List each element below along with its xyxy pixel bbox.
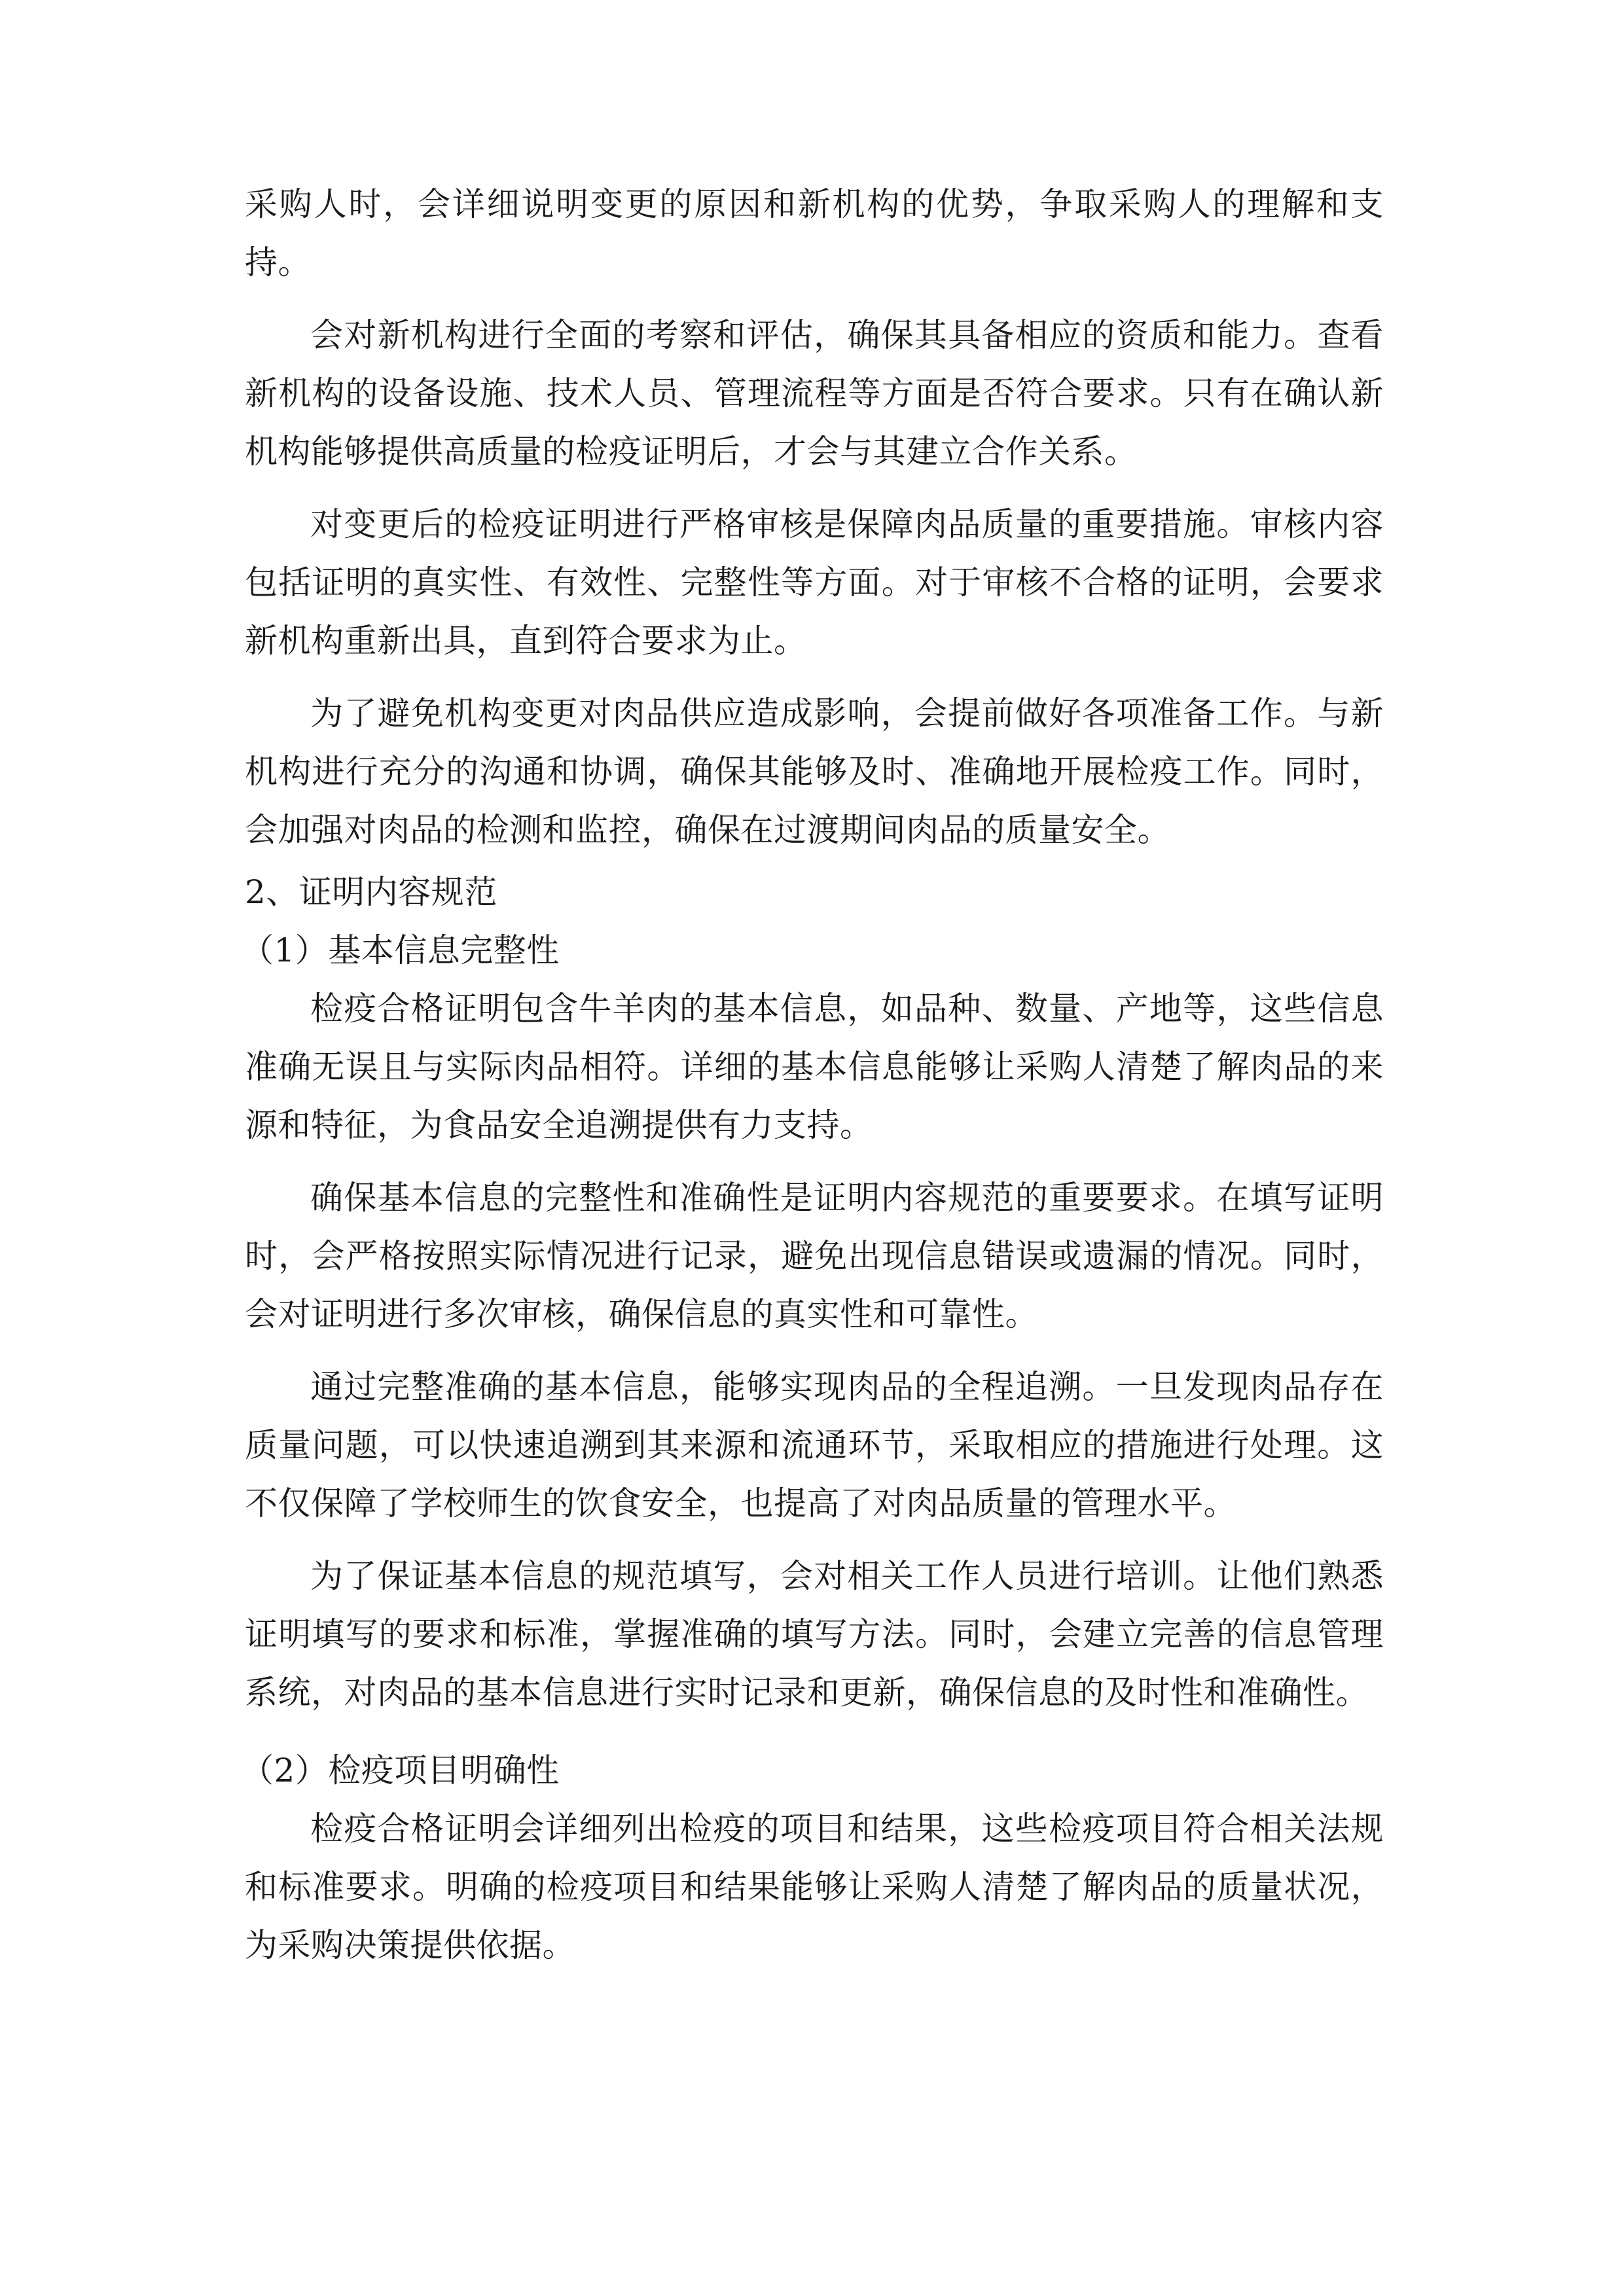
paragraph: 会对新机构进行全面的考察和评估，确保其具备相应的资质和能力。查看新机构的设备设施、技术人员、管理流程等方面是否符合要求。只有在确认新机构能够提供高质量的检疫证明后，才会与其建立合作关系。 [245, 316, 1384, 471]
paragraph: 检疫合格证明包含牛羊肉的基本信息，如品种、数量、产地等，这些信息准确无误且与实际肉品相符。详细的基本信息能够让采购人清楚了解肉品的来源和特征，为食品安全追溯提供有力支持。 [245, 990, 1384, 1144]
subsection-heading: （2）检疫项目明确性 [241, 1751, 560, 1789]
paragraph-continued: 采购人时，会详细说明变更的原因和新机构的优势，争取采购人的理解和支持。 [245, 185, 1384, 281]
paragraph: 为了保证基本信息的规范填写，会对相关工作人员进行培训。让他们熟悉证明填写的要求和标准，掌握准确的填写方法。同时，会建立完善的信息管理系统，对肉品的基本信息进行实时记录和更新，确保信息的及时性和准确性。 [245, 1557, 1384, 1712]
paragraph: 对变更后的检疫证明进行严格审核是保障肉品质量的重要措施。审核内容包括证明的真实性、有效性、完整性等方面。对于审核不合格的证明，会要求新机构重新出具，直到符合要求为止。 [245, 505, 1384, 660]
section-heading: 2、证明内容规范 [245, 873, 497, 911]
paragraph: 为了避免机构变更对肉品供应造成影响，会提前做好各项准备工作。与新机构进行充分的沟通和协调，确保其能够及时、准确地开展检疫工作。同时，会加强对肉品的检测和监控，确保在过渡期间肉品的质量安全。 [245, 694, 1384, 849]
document-body [241, 175, 1384, 1989]
paragraph: 确保基本信息的完整性和准确性是证明内容规范的重要要求。在填写证明时，会严格按照实际情况进行记录，避免出现信息错误或遗漏的情况。同时，会对证明进行多次审核，确保信息的真实性和可靠性。 [245, 1179, 1384, 1333]
paragraph: 通过完整准确的基本信息，能够实现肉品的全程追溯。一旦发现肉品存在质量问题，可以快速追溯到其来源和流通环节，采取相应的措施进行处理。这不仅保障了学校师生的饮食安全，也提高了对肉品质量的管理水平。 [245, 1368, 1384, 1522]
paragraph: 检疫合格证明会详细列出检疫的项目和结果，这些检疫项目符合相关法规和标准要求。明确的检疫项目和结果能够让采购人清楚了解肉品的质量状况，为采购决策提供依据。 [245, 1810, 1384, 1964]
subsection-heading: （1）基本信息完整性 [241, 931, 560, 969]
